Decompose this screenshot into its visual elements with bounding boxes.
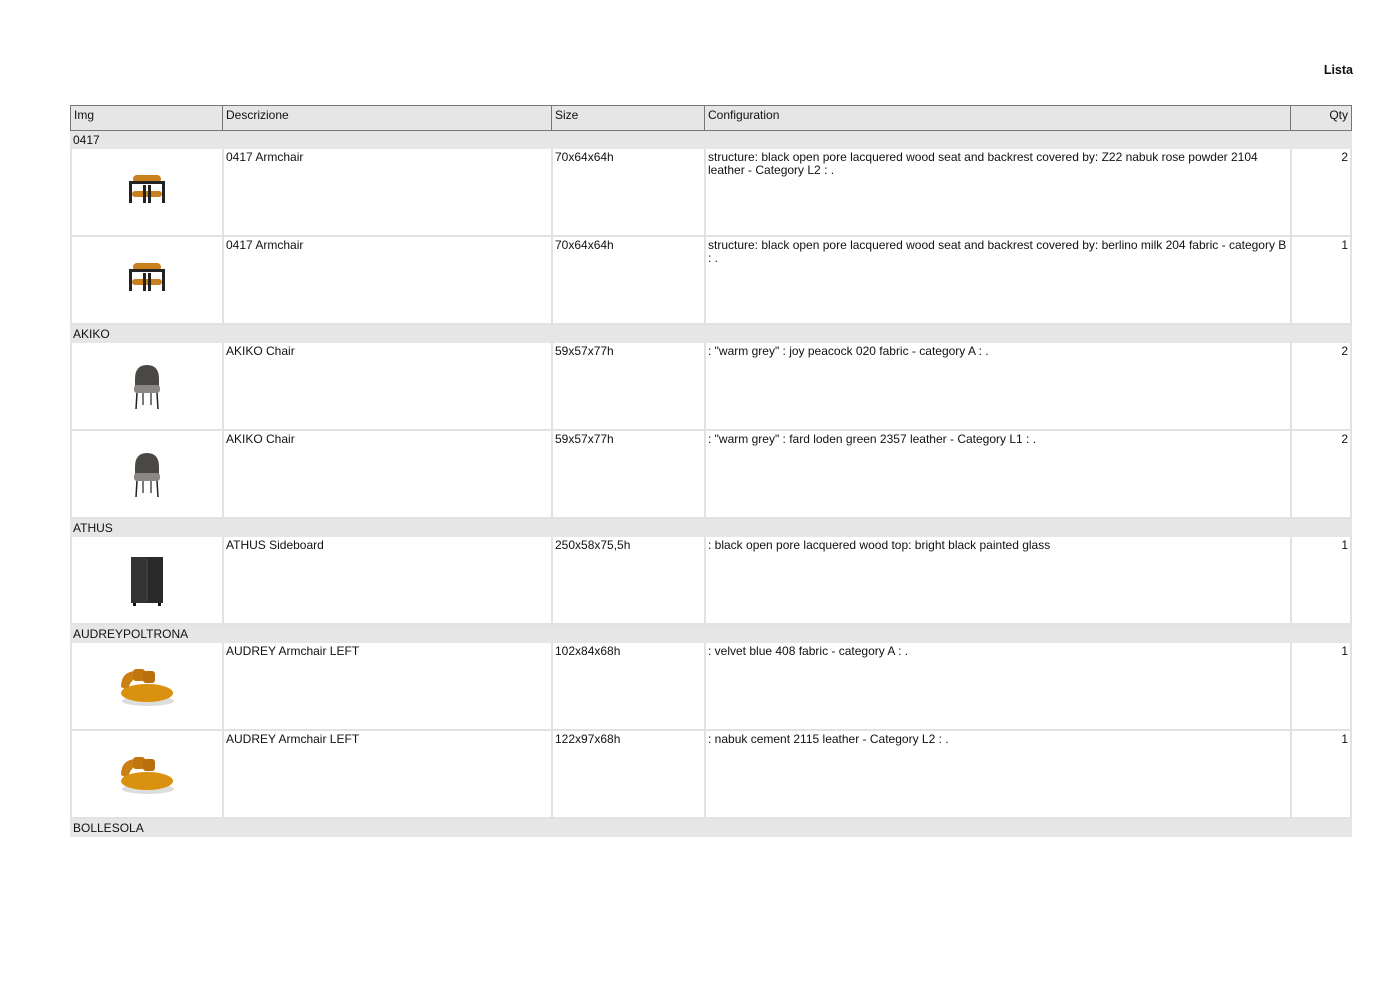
page-title: Lista — [1323, 63, 1353, 77]
column-header-size: Size — [551, 106, 704, 130]
table-header — [70, 105, 1352, 131]
row-description: 0417 Armchair — [222, 149, 551, 237]
row-description: AKIKO Chair — [222, 431, 551, 519]
table-row — [70, 431, 1352, 519]
row-qty: 2 — [1290, 431, 1352, 519]
product-image-cell — [70, 149, 222, 237]
table-row — [70, 643, 1352, 731]
group-header: AKIKO — [70, 325, 1352, 343]
product-image-cell — [70, 537, 222, 625]
audrey-armchair-icon — [117, 657, 177, 715]
row-size: 70x64x64h — [551, 149, 704, 237]
product-table — [70, 105, 1352, 837]
row-size: 102x84x68h — [551, 643, 704, 731]
akiko-chair-icon — [123, 445, 171, 503]
row-size: 122x97x68h — [551, 731, 704, 819]
row-qty: 2 — [1290, 343, 1352, 431]
table-row — [70, 237, 1352, 325]
product-image-cell — [70, 731, 222, 819]
row-configuration: : nabuk cement 2115 leather - Category L2 : . — [704, 731, 1290, 819]
group-header: BOLLESOLA — [70, 819, 1352, 837]
table-row — [70, 731, 1352, 819]
table-row — [70, 537, 1352, 625]
row-size: 59x57x77h — [551, 431, 704, 519]
row-configuration: : "warm grey" : fard loden green 2357 leather - Category L1 : . — [704, 431, 1290, 519]
audrey-armchair-icon — [117, 745, 177, 803]
row-description: AUDREY Armchair LEFT — [222, 643, 551, 731]
row-configuration: : velvet blue 408 fabric - category A : . — [704, 643, 1290, 731]
product-image-cell — [70, 343, 222, 431]
product-image-cell — [70, 643, 222, 731]
row-size: 70x64x64h — [551, 237, 704, 325]
table-row — [70, 149, 1352, 237]
row-size: 250x58x75,5h — [551, 537, 704, 625]
product-image-cell — [70, 237, 222, 325]
row-description: ATHUS Sideboard — [222, 537, 551, 625]
row-qty: 1 — [1290, 537, 1352, 625]
row-description: AKIKO Chair — [222, 343, 551, 431]
armchair-0417-icon — [123, 163, 171, 221]
row-qty: 1 — [1290, 731, 1352, 819]
row-configuration: structure: black open pore lacquered wood seat and backrest covered by: berlino milk 204 fabric - category B : . — [704, 237, 1290, 325]
column-header-configuration: Configuration — [704, 106, 1290, 130]
row-qty: 1 — [1290, 643, 1352, 731]
athus-sideboard-icon — [123, 551, 171, 609]
group-header: AUDREYPOLTRONA — [70, 625, 1352, 643]
row-qty: 2 — [1290, 149, 1352, 237]
group-header: ATHUS — [70, 519, 1352, 537]
row-configuration: : black open pore lacquered wood top: bright black painted glass — [704, 537, 1290, 625]
column-header-qty: Qty — [1290, 106, 1352, 130]
table-row — [70, 343, 1352, 431]
armchair-0417-icon — [123, 251, 171, 309]
row-qty: 1 — [1290, 237, 1352, 325]
group-header: 0417 — [70, 131, 1352, 149]
row-description: AUDREY Armchair LEFT — [222, 731, 551, 819]
row-configuration: : "warm grey" : joy peacock 020 fabric - category A : . — [704, 343, 1290, 431]
column-header-description: Descrizione — [222, 106, 551, 130]
row-configuration: structure: black open pore lacquered wood seat and backrest covered by: Z22 nabuk rose powder 2104 leather - Category L2 : . — [704, 149, 1290, 237]
row-description: 0417 Armchair — [222, 237, 551, 325]
row-size: 59x57x77h — [551, 343, 704, 431]
akiko-chair-icon — [123, 357, 171, 415]
column-header-img: Img — [70, 106, 222, 130]
product-image-cell — [70, 431, 222, 519]
